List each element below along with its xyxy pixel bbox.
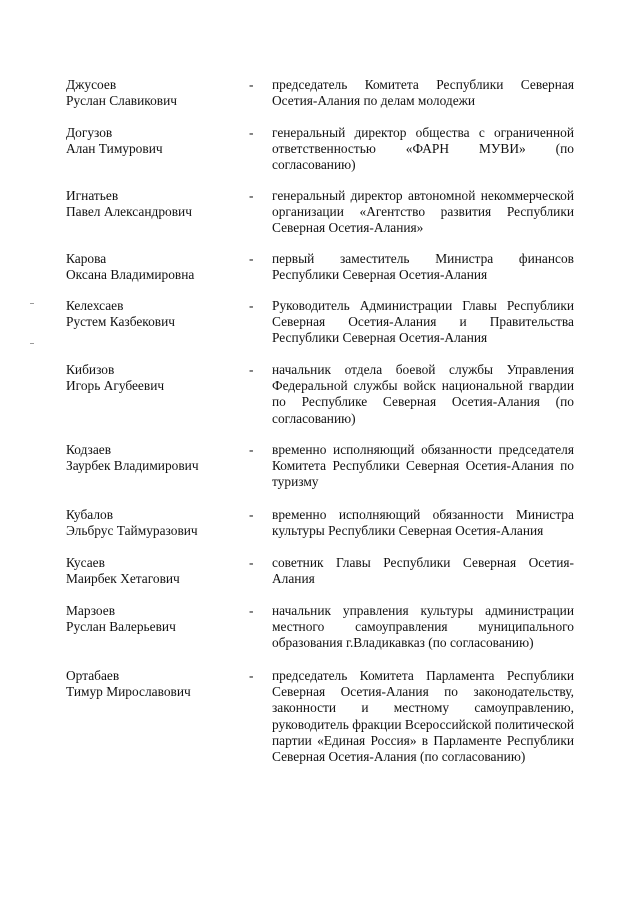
surname: Келехсаев bbox=[66, 298, 124, 313]
person-name bbox=[66, 77, 236, 109]
position-description: первый заместитель Министра финансов Республики Северная Осетия-Алания bbox=[272, 251, 574, 283]
scan-artifact bbox=[30, 303, 34, 304]
person-name bbox=[66, 668, 236, 700]
surname: Ортабаев bbox=[66, 668, 120, 683]
separator-dash: - bbox=[249, 362, 254, 377]
position-description: временно исполняющий обязанности председателя Комитета Республики Северная Осетия-Алания по туризму bbox=[272, 442, 574, 490]
position-description: советник Главы Республики Северная Осетия-Алания bbox=[272, 555, 574, 587]
separator-dash: - bbox=[249, 298, 254, 313]
position-description: председатель Комитета Парламента Республики Северная Осетия-Алания по законодательству, законности и местному самоуправлению, руководитель фракции Всероссийской политической партии «Единая Россия» в Парламенте Республики Северная Осетия-Алания (по согласованию) bbox=[272, 668, 574, 765]
separator-dash: - bbox=[249, 188, 254, 203]
given-name: Оксана Владимировна bbox=[66, 267, 195, 283]
person-name bbox=[66, 125, 236, 157]
given-name: Руслан Валерьевич bbox=[66, 619, 176, 635]
given-name: Рустем Казбекович bbox=[66, 314, 176, 330]
surname: Кусаев bbox=[66, 555, 105, 570]
person-name bbox=[66, 507, 236, 539]
given-name: Алан Тимурович bbox=[66, 141, 163, 157]
position-description: начальник отдела боевой службы Управления Федеральной службы войск национальной гвардии по Республике Северная Осетия-Алания (по согласованию) bbox=[272, 362, 574, 426]
separator-dash: - bbox=[249, 125, 254, 140]
surname: Кубалов bbox=[66, 507, 114, 522]
given-name: Руслан Славикович bbox=[66, 93, 178, 109]
surname: Джусоев bbox=[66, 77, 117, 92]
separator-dash: - bbox=[249, 442, 254, 457]
surname: Кибизов bbox=[66, 362, 115, 377]
separator-dash: - bbox=[249, 77, 254, 92]
scan-artifact bbox=[30, 343, 34, 344]
separator-dash: - bbox=[249, 555, 254, 570]
given-name: Павел Александрович bbox=[66, 204, 192, 220]
person-name bbox=[66, 188, 236, 220]
surname: Карова bbox=[66, 251, 107, 266]
person-name bbox=[66, 555, 236, 587]
given-name: Игорь Агубеевич bbox=[66, 378, 165, 394]
position-description: Руководитель Администрации Главы Республики Северная Осетия-Алания и Правительства Республики Северная Осетия-Алания bbox=[272, 298, 574, 346]
surname: Игнатьев bbox=[66, 188, 119, 203]
given-name: Эльбрус Таймуразович bbox=[66, 523, 198, 539]
separator-dash: - bbox=[249, 507, 254, 522]
surname: Кодзаев bbox=[66, 442, 112, 457]
person-name bbox=[66, 251, 236, 283]
person-name bbox=[66, 603, 236, 635]
position-description: председатель Комитета Республики Северная Осетия-Алания по делам молодежи bbox=[272, 77, 574, 109]
given-name: Маирбек Хетагович bbox=[66, 571, 180, 587]
person-name bbox=[66, 362, 236, 394]
surname: Марзоев bbox=[66, 603, 116, 618]
separator-dash: - bbox=[249, 668, 254, 683]
position-description: генеральный директор автономной некоммерческой организации «Агентство развития Республики Северная Осетия-Алания» bbox=[272, 188, 574, 236]
position-description: начальник управления культуры администрации местного самоуправления муниципального образования г.Владикавказ (по согласованию) bbox=[272, 603, 574, 651]
separator-dash: - bbox=[249, 251, 254, 266]
given-name: Тимур Мирославович bbox=[66, 684, 191, 700]
person-name bbox=[66, 442, 236, 474]
person-name bbox=[66, 298, 236, 330]
position-description: временно исполняющий обязанности Министра культуры Республики Северная Осетия-Алания bbox=[272, 507, 574, 539]
position-description: генеральный директор общества с ограниченной ответственностью «ФАРН МУВИ» (по согласованию) bbox=[272, 125, 574, 173]
given-name: Заурбек Владимирович bbox=[66, 458, 199, 474]
separator-dash: - bbox=[249, 603, 254, 618]
surname: Догузов bbox=[66, 125, 113, 140]
